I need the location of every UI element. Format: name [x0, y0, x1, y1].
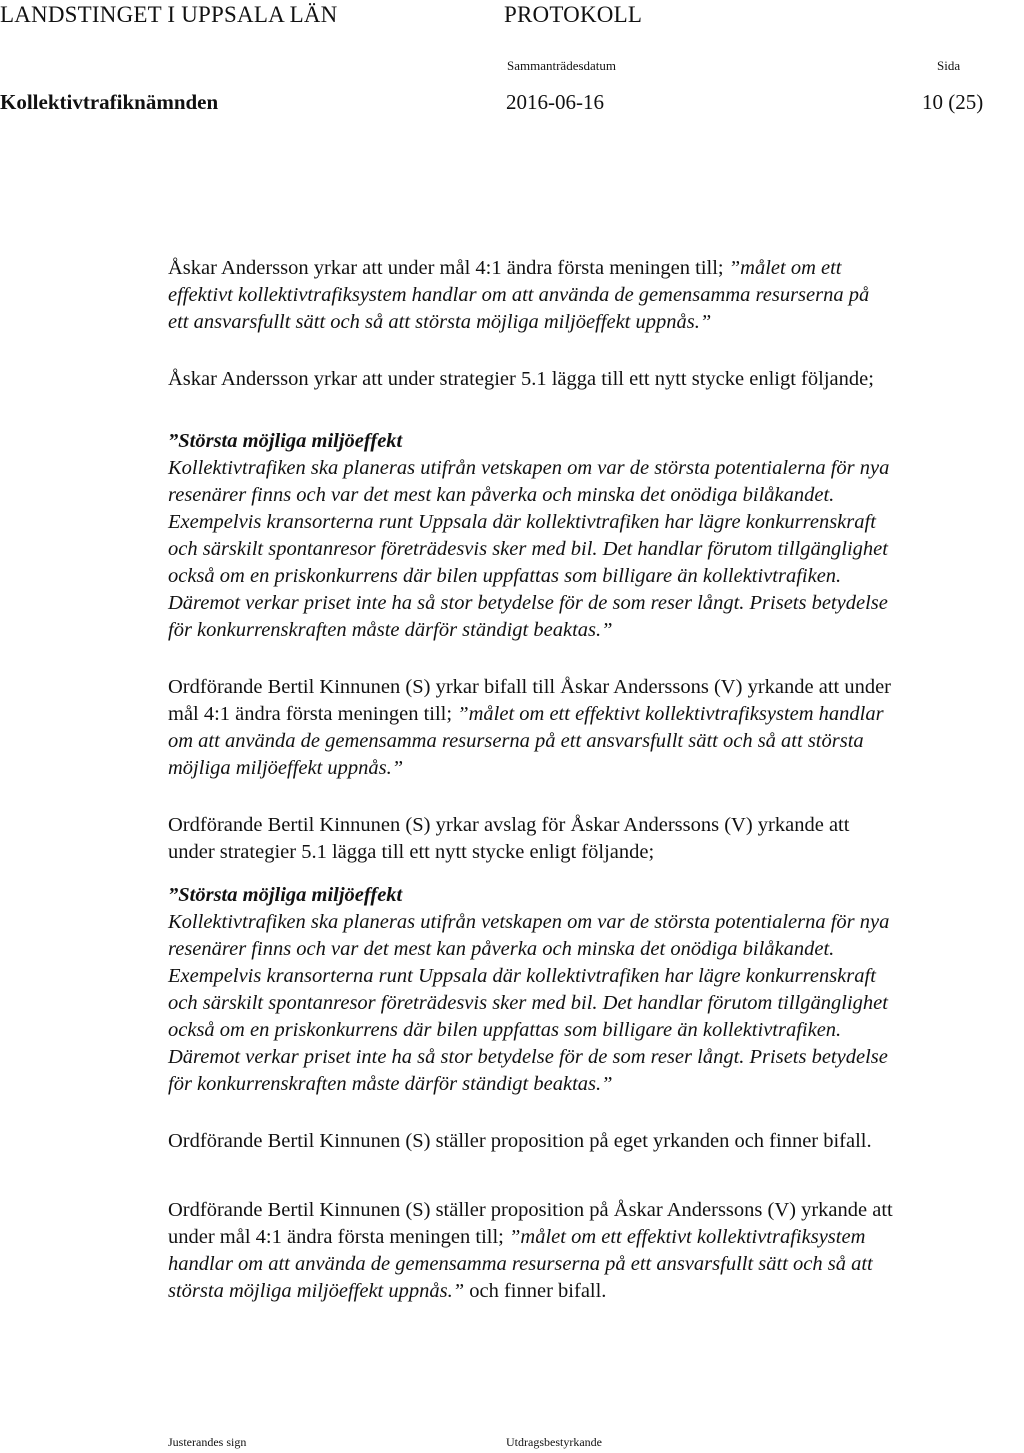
footer-sign-label: Justerandes sign: [168, 1435, 247, 1449]
page-label: Sida: [937, 58, 961, 73]
quote-2: [168, 882, 1024, 1098]
quote-2-line-4: och särskilt spontanresor företrädesvis sker med bil. Det handlar förutom tillgänglighet: [168, 992, 888, 1014]
paragraph-3-line-4: möjliga miljöeffekt uppnås.”: [168, 757, 404, 779]
paragraph-6-quote-end: största möjliga miljöeffekt uppnås.”: [168, 1280, 465, 1302]
paragraph-2-line-1: Åskar Andersson yrkar att under strategier 5.1 lägga till ett nytt stycke enligt följande;: [168, 368, 874, 390]
footer-extract-label: Utdragsbestyrkande: [506, 1435, 602, 1449]
page-value: 10 (25): [922, 90, 984, 114]
quote-2-line-6: Däremot verkar priset inte ha så stor betydelse för de som reser långt. Prisets betydelse: [168, 1046, 888, 1068]
quote-2-line-3: Exempelvis kransorterna runt Uppsala där kollektivtrafiken har lägre konkurrenskraft: [168, 965, 876, 987]
paragraph-3-line-2: [168, 701, 1024, 728]
paragraph-6-line-1: Ordförande Bertil Kinnunen (S) ställer proposition på Åskar Anderssons (V) yrkande att: [168, 1199, 893, 1221]
paragraph-6: [168, 1197, 1024, 1305]
paragraph-1-quote-start: ”målet om ett: [728, 257, 842, 279]
paragraph-1: [168, 255, 1024, 336]
paragraph-1-text: Åskar Andersson yrkar att under mål 4:1 ändra första meningen till;: [168, 257, 729, 279]
paragraph-6-line-4: [168, 1278, 1024, 1305]
quote-1-line-7: för konkurrenskraften måste därför ständigt beaktas.”: [168, 619, 613, 641]
quote-2-line-5: också om en priskonkurrens där bilen uppfattas som billigare än kollektivtrafiken.: [168, 1019, 842, 1041]
paragraph-3-quote-start: ”målet om ett effektivt kollektivtrafiksystem handlar: [457, 703, 884, 725]
quote-1-line-3: Exempelvis kransorterna runt Uppsala där kollektivtrafiken har lägre konkurrenskraft: [168, 511, 876, 533]
paragraph-1-line-3: ett ansvarsfullt sätt och så att största möjliga miljöeffekt uppnås.”: [168, 311, 712, 333]
quote-1: [168, 428, 1024, 644]
quote-1-title: ”Största möjliga miljöeffekt: [168, 430, 403, 452]
paragraph-5: [168, 1128, 1024, 1155]
paragraph-3: [168, 674, 1024, 782]
quote-2-title: ”Största möjliga miljöeffekt: [168, 884, 403, 906]
org-name: LANDSTINGET I UPPSALA LÄN: [0, 2, 338, 27]
paragraph-6-line-3: handlar om att använda de gemensamma resurserna på ett ansvarsfullt sätt och så att: [168, 1253, 873, 1275]
quote-1-line-1: Kollektivtrafiken ska planeras utifrån vetskapen om var de största potentialerna för nya: [168, 457, 890, 479]
paragraph-5-line-1: Ordförande Bertil Kinnunen (S) ställer proposition på eget yrkanden och finner bifall.: [168, 1130, 872, 1152]
paragraph-3-line-1: Ordförande Bertil Kinnunen (S) yrkar bifall till Åskar Anderssons (V) yrkande att under: [168, 676, 892, 698]
paragraph-6-text: under mål 4:1 ändra första meningen till;: [168, 1226, 510, 1248]
paragraph-3-text: mål 4:1 ändra första meningen till;: [168, 703, 458, 725]
quote-1-line-4: och särskilt spontanresor företrädesvis sker med bil. Det handlar förutom tillgänglighet: [168, 538, 888, 560]
paragraph-1-line-2: effektivt kollektivtrafiksystem handlar om att använda de gemensamma resurserna på: [168, 284, 870, 306]
quote-1-line-2: resenärer finns och var det mest kan påverka och minska det onödiga bilåkandet.: [168, 484, 835, 506]
committee-name: Kollektivtrafiknämnden: [0, 90, 219, 114]
paragraph-4-line-1: Ordförande Bertil Kinnunen (S) yrkar avslag för Åskar Anderssons (V) yrkande att: [168, 814, 850, 836]
quote-2-line-1: Kollektivtrafiken ska planeras utifrån vetskapen om var de största potentialerna för nya: [168, 911, 890, 933]
paragraph-4-line-2: under strategier 5.1 lägga till ett nytt stycke enligt följande;: [168, 841, 655, 863]
paragraph-4: [168, 812, 1024, 866]
paragraph-3-line-3: om att använda de gemensamma resurserna på ett ansvarsfullt sätt och så att största: [168, 730, 864, 752]
quote-2-line-2: resenärer finns och var det mest kan påverka och minska det onödiga bilåkandet.: [168, 938, 835, 960]
paragraph-6-line-2: [168, 1224, 1024, 1251]
doc-type: PROTOKOLL: [504, 2, 643, 27]
paragraph-6-quote-start: ”målet om ett effektivt kollektivtrafiksystem: [509, 1226, 866, 1248]
date-value: 2016-06-16: [506, 90, 604, 114]
quote-2-line-7: för konkurrenskraften måste därför ständigt beaktas.”: [168, 1073, 613, 1095]
paragraph-6-conclusion: och finner bifall.: [464, 1280, 607, 1302]
paragraph-2: [168, 366, 1024, 393]
date-label: Sammanträdesdatum: [507, 58, 617, 73]
paragraph-1-line-1: [168, 255, 1024, 282]
quote-1-line-5: också om en priskonkurrens där bilen uppfattas som billigare än kollektivtrafiken.: [168, 565, 842, 587]
quote-1-line-6: Däremot verkar priset inte ha så stor betydelse för de som reser långt. Prisets betydelse: [168, 592, 888, 614]
